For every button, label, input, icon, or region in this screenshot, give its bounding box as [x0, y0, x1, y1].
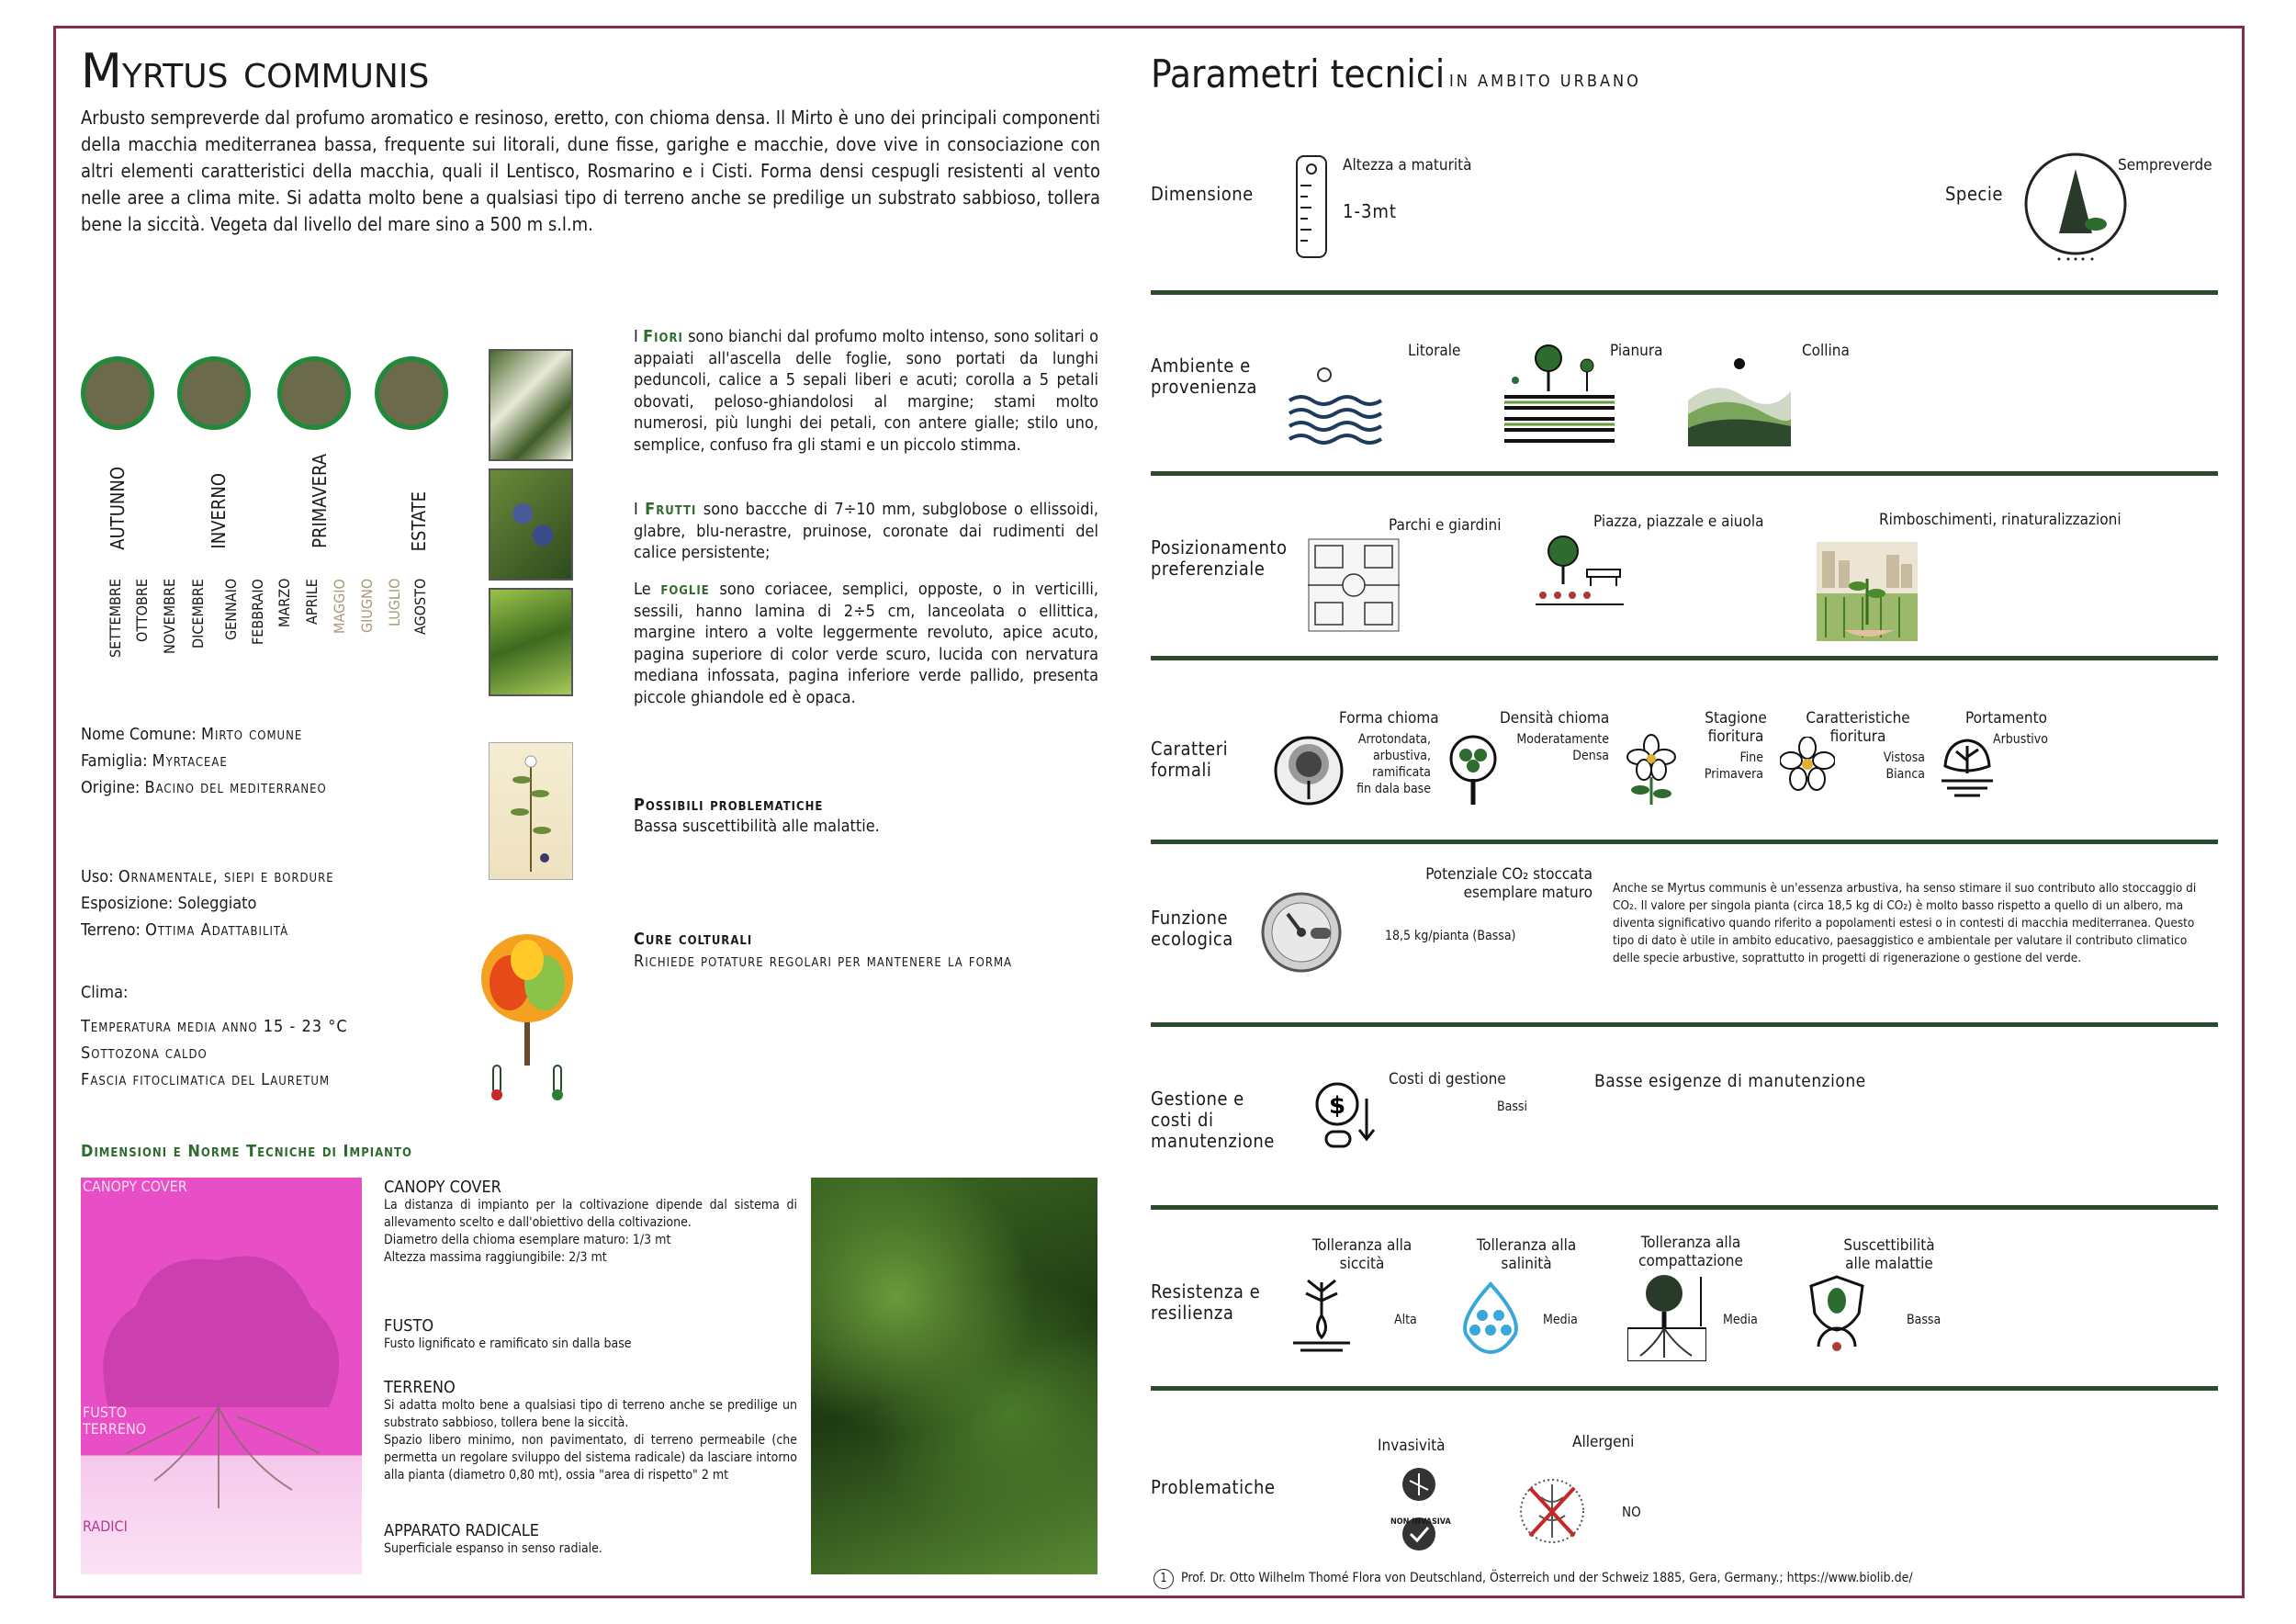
month-label: MARZO [276, 579, 293, 628]
row-label-problematiche: Problematiche [1151, 1476, 1276, 1498]
row-label-caratteri: Caratteri formali [1151, 738, 1229, 781]
plaza-bench-icon [1534, 535, 1626, 612]
compaction-tolerance-icon [1627, 1273, 1706, 1365]
allergeni-title: Allergeni [1572, 1433, 1635, 1451]
season-circle-inverno [177, 356, 251, 430]
flower-photo [489, 349, 573, 461]
costi-title: Costi di gestione [1389, 1070, 1506, 1088]
month-label: GIUGNO [358, 579, 376, 634]
month-label: GENNAIO [222, 579, 240, 641]
norme-block [384, 1316, 797, 1353]
dimensions-heading: Dimensioni e Norme Tecniche di Impianto [81, 1142, 412, 1161]
care-heading: Cure colturali [634, 930, 753, 949]
right-subtitle: IN AMBITO URBANO [1449, 72, 1641, 91]
month-label: NOVEMBRE [161, 579, 178, 655]
co2-value: 18,5 kg/pianta (Bassa) [1385, 929, 1516, 943]
caratteri-value: Arbustivo [1993, 732, 2048, 747]
problems-text: Bassa suscettibilità alle malattie. [634, 817, 880, 836]
right-title: Parametri tecnici [1151, 51, 1446, 96]
row-label-specie: Specie [1945, 183, 2003, 205]
allergen-icon [1517, 1470, 1587, 1556]
climate-tree-icon [473, 928, 581, 1106]
posizionamento-item: Piazza, piazzale e aiuola [1593, 513, 1764, 531]
co2-gauge-icon [1260, 891, 1343, 977]
section-divider [1151, 471, 2218, 476]
norme-title: CANOPY COVER [384, 1178, 501, 1197]
ambiente-item: Collina [1802, 342, 1850, 360]
norme-text: Fusto lignificato e ramificato sin dalla base [384, 1336, 632, 1351]
coast-waves-icon [1288, 360, 1383, 448]
leaves-description: Le foglie sono coriacee, semplici, opposte, o in verticilli, sessili, hanno lamina di 2÷5 cm, lanceolata o ellittica, margine intero a volte leggermente revoluto, apice acuto, pagina superiore di color verde scuro, lucida con nervatura mediana infossata, pagina inferiore verde pallido, presenta piccole ghiandole ed è opaca. [634, 580, 1098, 707]
caratteri-value: Moderatamente Densa [1516, 732, 1609, 763]
season-circle-autunno [81, 356, 154, 430]
section-divider [1151, 1205, 2218, 1210]
resistenza-title: Tolleranza alla compattazione [1638, 1234, 1743, 1270]
caratteri-title: Densità chioma [1500, 709, 1610, 727]
plant-photo [811, 1178, 1097, 1574]
info-general: Nome Comune: Mirto comune Famiglia: Myrtaceae Origine: Bacino del mediterraneo [81, 725, 327, 797]
month-label: FEBBRAIO [249, 579, 266, 645]
norme-title: TERRENO [384, 1378, 456, 1397]
caratteri-title: Portamento [1965, 709, 2047, 727]
intro-paragraph: Arbusto sempreverde dal profumo aromatico e resinoso, eretto, con chioma densa. Il Mirto è uno dei principali componenti della macchia mediterranea bassa, frequente sui litorali, dune fisse, garighe e macchie, dove vive in consociazione con altri elementi caratteristici della macchia, quali il Lentisco, Rosmarino e i Cisti. Forma densi cespugli resistenti al vento nelle aree a clima mite. Si adatta molto bene a qualsiasi tipo di terreno anche se predilige un substrato sabbioso, tollera bene la siccità. Vegeta dal livello del mare sino a 500 m s.l.m. [81, 107, 1100, 235]
ambiente-item: Pianura [1610, 342, 1663, 360]
care-text: Richiede potature regolari per mantenere la forma [634, 952, 1013, 971]
costi-value: Bassi [1497, 1100, 1527, 1114]
footnote-number: 1 [1154, 1569, 1174, 1589]
season-label: AUTUNNO [107, 467, 129, 550]
resistenza-value: Media [1543, 1313, 1578, 1327]
info-climate: Clima: Temperatura media anno 15 - 23 °C Sottozona caldo Fascia fitoclimatica del Lauretum [81, 983, 348, 1089]
season-circle-estate [375, 356, 448, 430]
invasivita-title: Invasività [1378, 1437, 1446, 1455]
ruler-icon [1295, 154, 1328, 265]
fruit-photo [489, 468, 573, 581]
section-divider [1151, 1022, 2218, 1027]
month-label: DICEMBRE [189, 579, 207, 648]
caratteri-title: Forma chioma [1339, 709, 1439, 727]
caratteri-value: Arrotondata, arbustiva, ramificata fin dala base [1356, 732, 1431, 796]
resistenza-value: Media [1723, 1313, 1758, 1327]
section-divider [1151, 290, 2218, 295]
salinity-tolerance-icon [1451, 1280, 1530, 1358]
density-tree-icon [1444, 735, 1503, 812]
flowers-description: I Fiori sono bianchi dal profumo molto intenso, sono solitari o appaiati all'ascella delle foglie, sono portati da lunghi peduncoli, calice a 5 sepali liberi e acuti; corolla a 5 petali obovati, peloso-ghiandolosi al margine; stami molto numerosi, più lunghi dei petali, con antere gialle; stilo uno, semplice, confuso fra gli stami e un piccolo stimma. [634, 327, 1098, 455]
hills-icon [1688, 355, 1791, 450]
park-map-icon [1308, 538, 1400, 636]
month-label: AGOSTO [411, 579, 429, 636]
plain-trees-icon [1504, 344, 1615, 450]
section-divider [1151, 1386, 2218, 1391]
row-label-dimensione: Dimensione [1151, 183, 1254, 205]
invasivita-badge: NON INVASIVA [1390, 1517, 1451, 1527]
disease-susceptibility-icon [1806, 1273, 1868, 1356]
habit-shrub-icon [1938, 733, 1997, 801]
section-divider [1151, 840, 2218, 844]
reforestation-icon [1817, 542, 1918, 645]
canopy-shape-icon [1273, 735, 1345, 810]
terreno-label: TERRENO [83, 1420, 147, 1438]
norme-block [384, 1521, 797, 1558]
page-border [53, 26, 2245, 1598]
season-circle-primavera [277, 356, 351, 430]
season-label: ESTATE [408, 491, 430, 552]
caratteri-value: Fine Primavera [1704, 750, 1763, 782]
month-label: APRILE [303, 579, 321, 625]
caratteri-title: Caratteristiche fioritura [1806, 709, 1910, 746]
plant-section-diagram [81, 1178, 362, 1574]
co2-title: Potenziale CO₂ stoccata esemplare maturo [1425, 865, 1593, 902]
row-label-resistenza: Resistenza e resilienza [1151, 1280, 1261, 1324]
resistenza-title: Tolleranza alla salinità [1476, 1236, 1577, 1273]
canopy-label: CANOPY COVER [83, 1178, 187, 1195]
caratteri-value: Vistosa Bianca [1883, 750, 1925, 782]
norme-title: FUSTO [384, 1316, 434, 1336]
ambiente-item: Litorale [1408, 342, 1461, 360]
row-label-funzione: Funzione ecologica [1151, 907, 1233, 950]
norme-text: Si adatta molto bene a qualsiasi tipo di terreno anche se predilige un substrato sabbioso, tollera bene la siccità. Spazio libero minimo, non pavimentato, di terreno permeabile (che permetta un regolare sviluppo del sistema radicale) da lasciare intorno alla pianta (diametro 0,80 mt), ossia "area di rispetto" 2 mt [384, 1398, 797, 1483]
co2-note: Anche se Myrtus communis è un'essenza arbustiva, ha senso stimare il suo contributo allo stoccaggio di CO₂. Il valore per singola pianta (circa 18,5 kg di CO₂) è molto basso rispetto a quello di un albero, ma diventa significativo quando riferito a popolamenti estesi o in contesti di macchia mediterranea. Questo tipo di dato è utile in ambito educativo, paesaggistico e ambientale per valutare il contributo climatico delle specie arbustive, soprattutto in progetti di rigenerazione o gestione del verde. [1613, 881, 2197, 965]
posizionamento-item: Rimboschimenti, rinaturalizzazioni [1879, 511, 2122, 529]
resistenza-value: Alta [1394, 1313, 1417, 1327]
flowering-season-icon [1616, 733, 1686, 810]
norme-text: Superficiale espanso in senso radiale. [384, 1541, 602, 1556]
svg-text:$: $ [1328, 1092, 1346, 1120]
norme-text: La distanza di impianto per la coltivazione dipende dal sistema di allevamento scelto e dall'obiettivo della coltivazione. Diametro della chioma esemplare maturo: 1/3 mt Altezza massima raggiungibile: 2/3 mt [384, 1198, 797, 1265]
norme-title: APPARATO RADICALE [384, 1521, 539, 1540]
row-label-ambiente: Ambiente e provenienza [1151, 355, 1257, 398]
maintenance-cost-icon [1311, 1080, 1381, 1157]
shrub-silhouette-icon [81, 1178, 362, 1574]
caratteri-title: Stagione fioritura [1705, 709, 1767, 746]
resistenza-title: Tolleranza alla siccità [1311, 1236, 1412, 1273]
page-title: Myrtus communis [81, 44, 430, 99]
month-label: LUGLIO [386, 579, 403, 627]
gestione-note: Basse esigenze di manutenzione [1594, 1071, 1866, 1091]
fruits-description: I Frutti sono baccche di 7÷10 mm, subglobose o ellissoidi, glabre, blu-nerastre, pruinose, coronate dai rudimenti del calice persistente; [634, 500, 1098, 562]
norme-block [384, 1178, 797, 1267]
altezza-label: Altezza a maturità [1343, 156, 1472, 175]
evergreen-tree-icon [2022, 151, 2129, 266]
resistenza-title: Suscettibilità alle malattie [1843, 1236, 1935, 1273]
season-label: INVERNO [208, 473, 230, 549]
specie-value: Sempreverde [2118, 156, 2212, 175]
month-label: SETTEMBRE [107, 579, 124, 659]
info-usage: Uso: Ornamentale, siepi e bordure Esposizione: Soleggiato Terreno: Ottima Adattabilità [81, 867, 334, 940]
botanical-sprig-icon [490, 743, 572, 879]
fusto-label: FUSTO [83, 1404, 128, 1421]
botanical-illustration [489, 742, 573, 880]
norme-block [384, 1378, 797, 1484]
non-invasive-icon [1394, 1466, 1444, 1558]
row-label-gestione: Gestione e costi di manutenzione [1151, 1088, 1275, 1152]
altezza-value: 1-3mt [1343, 200, 1397, 222]
problems-heading: Possibili problematiche [634, 795, 824, 815]
section-divider [1151, 656, 2218, 660]
row-label-posizionamento: Posizionamento preferenziale [1151, 536, 1288, 580]
season-label: PRIMAVERA [309, 454, 331, 548]
drought-tolerance-icon [1289, 1273, 1354, 1358]
footnote-text: Prof. Dr. Otto Wilhelm Thomé Flora von Deutschland, Österreich und der Schweiz 1885, Gera, Germany.; https://www.biolib.de/ [1181, 1571, 1913, 1585]
month-label: MAGGIO [331, 579, 348, 634]
posizionamento-item: Parchi e giardini [1389, 516, 1502, 535]
allergeni-value: NO [1622, 1504, 1641, 1520]
month-label: OTTOBRE [133, 579, 151, 642]
resistenza-value: Bassa [1907, 1313, 1941, 1327]
leaf-photo [489, 588, 573, 696]
radici-label: RADICI [83, 1517, 128, 1535]
